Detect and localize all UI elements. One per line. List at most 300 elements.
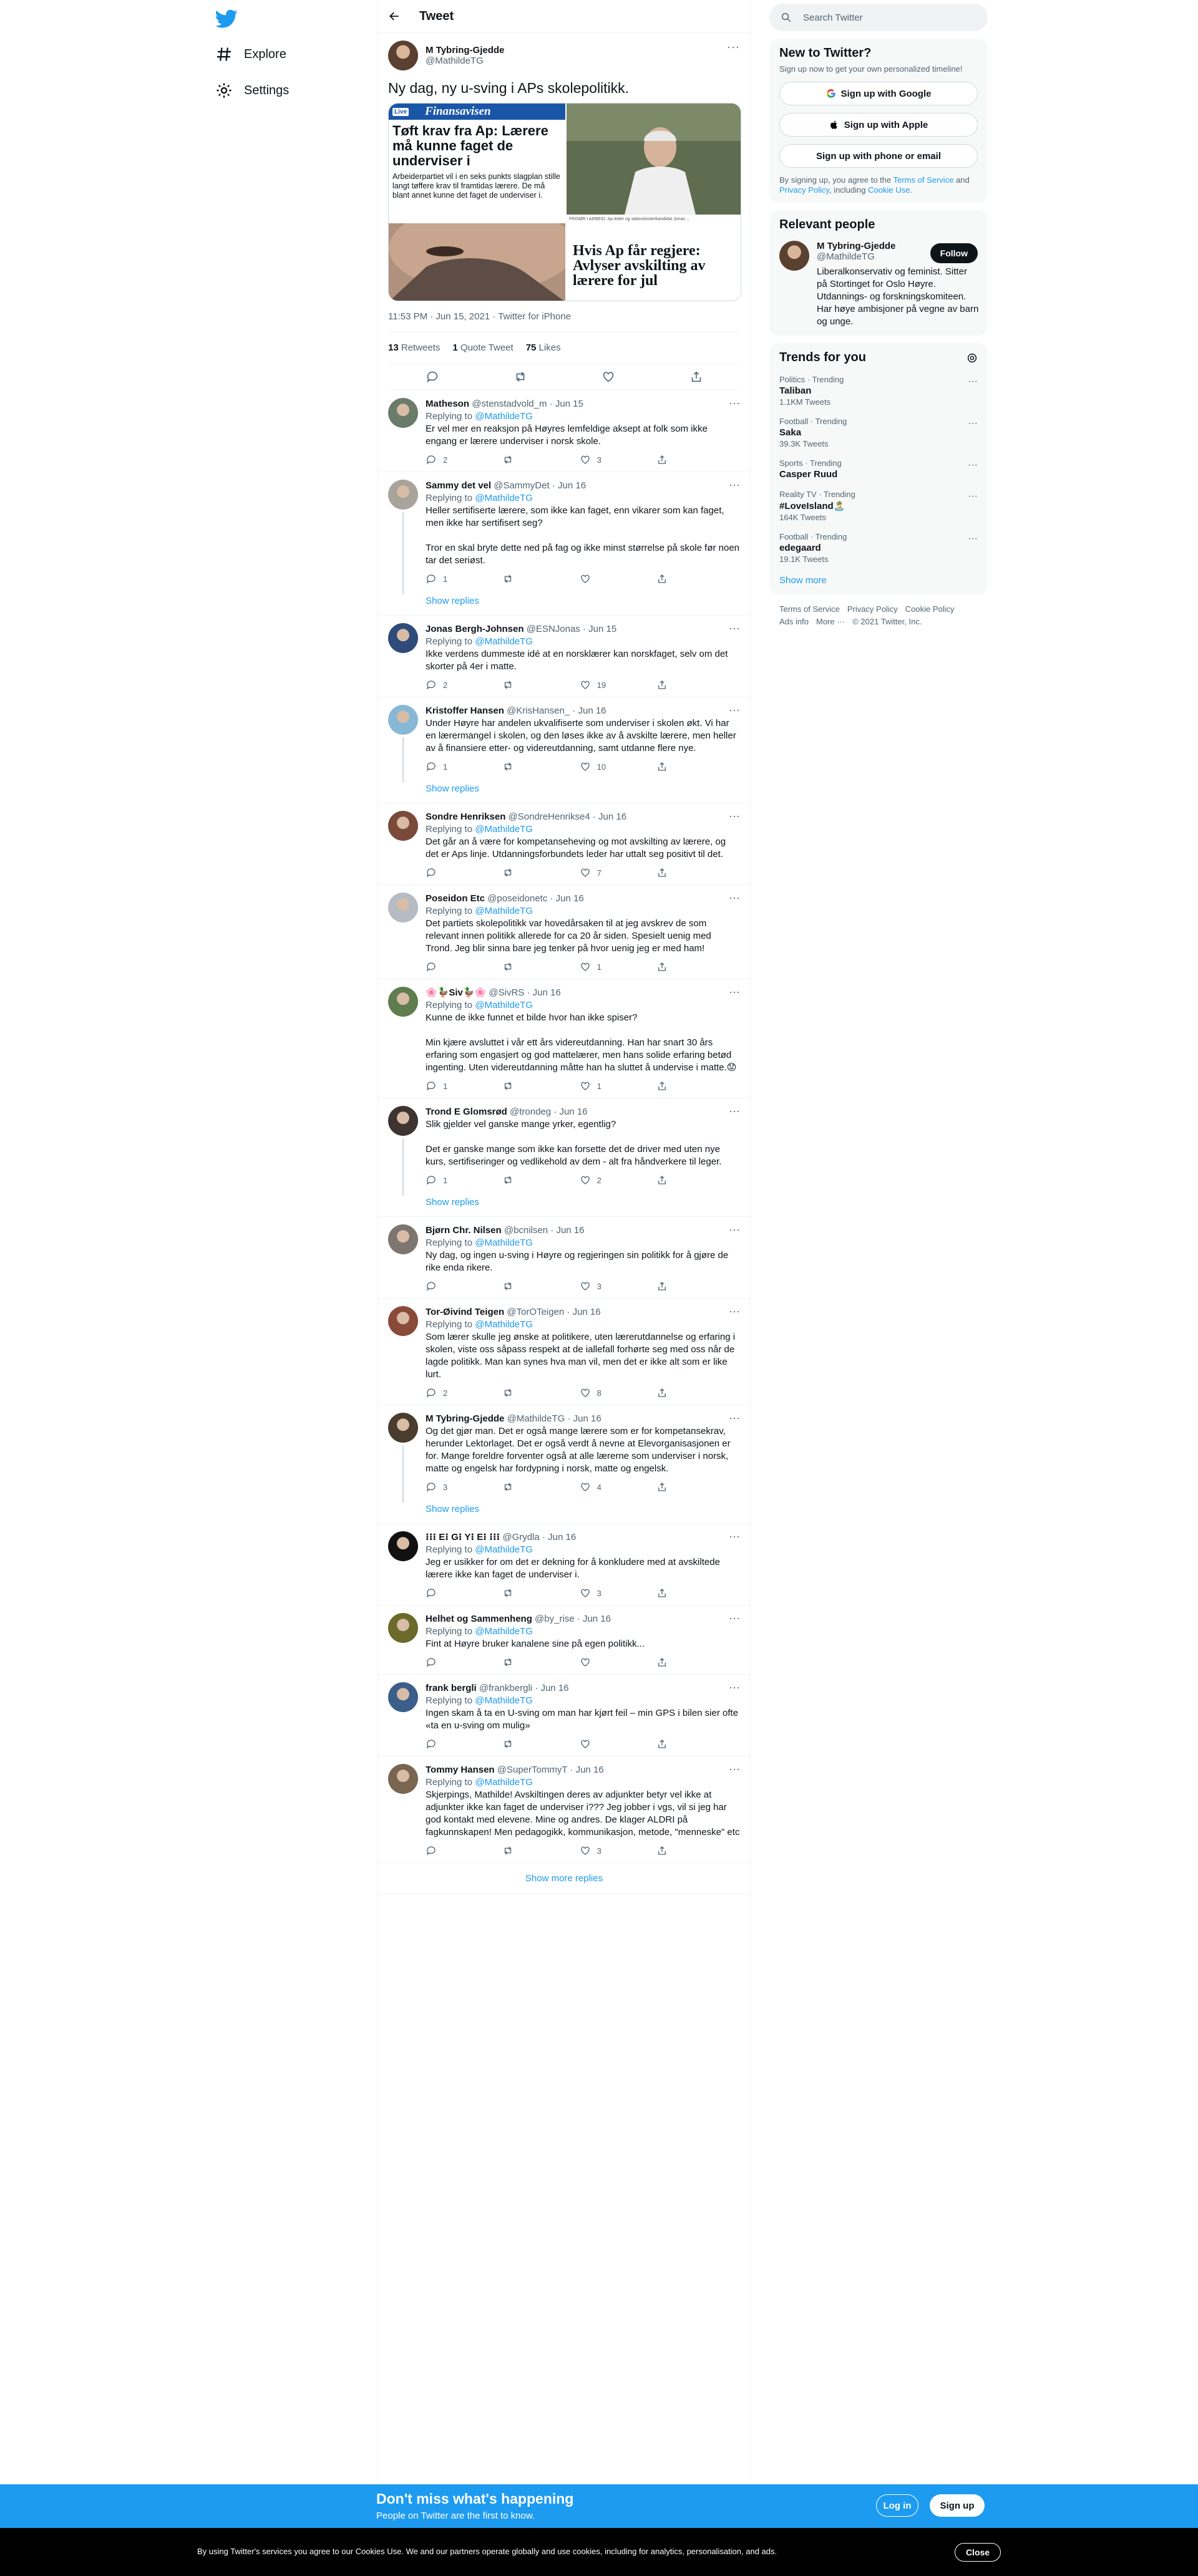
show-replies-link[interactable]: Show replies xyxy=(378,1499,750,1524)
replying-to-link[interactable]: @MathildeTG xyxy=(475,1626,533,1637)
like-icon xyxy=(580,1738,591,1750)
reply-author-name[interactable]: Sondre Henriksen xyxy=(426,811,506,822)
retweet-icon xyxy=(502,1587,514,1599)
share-button[interactable] xyxy=(656,1387,694,1398)
show-more-replies-link[interactable]: Show more replies xyxy=(378,1863,750,1894)
share-button[interactable] xyxy=(656,761,694,772)
reply-button[interactable] xyxy=(426,1845,463,1856)
reply-tweet[interactable] xyxy=(378,885,750,979)
more-options-icon[interactable]: ··· xyxy=(729,891,740,904)
trend-count: 39.3K Tweets xyxy=(779,439,829,448)
avatar[interactable] xyxy=(388,1413,418,1443)
quotes-stat[interactable] xyxy=(452,342,513,353)
retweet-icon xyxy=(502,454,514,465)
share-icon xyxy=(656,1845,668,1856)
avatar[interactable] xyxy=(388,705,418,735)
reply-count: 1 xyxy=(443,1175,448,1185)
retweet-icon[interactable] xyxy=(514,370,527,384)
reply-tweet[interactable] xyxy=(378,1756,750,1863)
trend-item[interactable] xyxy=(779,417,978,448)
reply-author-handle: @KrisHansen_ xyxy=(507,705,570,716)
share-button[interactable] xyxy=(656,1174,694,1186)
reply-tweet[interactable] xyxy=(378,1299,750,1405)
share-icon xyxy=(656,1387,668,1398)
avatar[interactable] xyxy=(388,398,418,428)
replying-to-link[interactable]: @MathildeTG xyxy=(475,1544,533,1555)
share-button[interactable] xyxy=(656,1587,694,1599)
reply-text: Heller sertifiserte lærere, som ikke kan faget, enn vikarer som kan faget, men ikke har sertifisert seg? Tror en skal bryte dette ned på fag og ikke minst størrelse på skole før noen tar det seriøst. xyxy=(426,505,740,566)
replying-to-link[interactable]: @MathildeTG xyxy=(475,1695,533,1706)
reply-tweet[interactable] xyxy=(378,616,750,697)
like-count: 1 xyxy=(597,962,601,972)
replying-to-link[interactable]: @MathildeTG xyxy=(475,636,533,647)
more-options-icon[interactable]: ··· xyxy=(968,491,978,501)
share-button[interactable] xyxy=(656,1481,694,1493)
reply-author-handle: @MathildeTG xyxy=(507,1413,565,1424)
reply-tweet[interactable] xyxy=(378,803,750,885)
reply-actions xyxy=(426,1481,694,1493)
reply-author-name[interactable]: Helhet og Sammenheng xyxy=(426,1614,532,1624)
reply-thread xyxy=(378,1217,750,1299)
more-options-icon[interactable]: ··· xyxy=(968,418,978,429)
google-signup-button[interactable] xyxy=(779,82,978,105)
reply-date[interactable]: Jun 16 xyxy=(548,1532,577,1542)
avatar[interactable] xyxy=(388,1682,418,1712)
reply-tweet[interactable] xyxy=(378,1605,750,1675)
more-options-icon[interactable]: ··· xyxy=(968,533,978,544)
new-to-twitter-subtitle: Sign up now to get your own personalized timeline! xyxy=(779,64,963,74)
reply-author-handle: @bcnilsen xyxy=(504,1225,548,1236)
reply-button[interactable] xyxy=(426,961,463,972)
newspaper-article-right xyxy=(567,223,741,301)
reply-icon xyxy=(426,1481,437,1493)
like-count: 10 xyxy=(597,762,606,772)
avatar[interactable] xyxy=(388,1531,418,1561)
retweet-icon xyxy=(502,1281,514,1292)
reply-icon xyxy=(426,1387,437,1398)
reply-thread xyxy=(378,1405,750,1524)
reply-author-name[interactable]: 🌸🦆Siv🦆🌸 xyxy=(426,987,487,998)
more-options-icon[interactable]: ··· xyxy=(729,1681,740,1693)
retweet-button[interactable] xyxy=(502,1080,540,1092)
retweet-button[interactable] xyxy=(502,1587,540,1599)
replying-to xyxy=(426,1319,740,1331)
reply-count: 2 xyxy=(443,455,448,465)
like-button[interactable] xyxy=(580,679,617,690)
retweet-button[interactable] xyxy=(502,573,540,584)
retweet-button[interactable] xyxy=(502,1657,540,1668)
avatar[interactable] xyxy=(388,811,418,841)
like-count: 3 xyxy=(597,455,601,465)
share-icon xyxy=(656,1587,668,1599)
retweets-stat[interactable] xyxy=(388,342,440,353)
reply-author-name[interactable]: M Tybring-Gjedde xyxy=(426,1413,505,1424)
tweet-media[interactable] xyxy=(388,103,741,301)
replying-to xyxy=(426,636,740,648)
avatar[interactable] xyxy=(779,241,809,271)
more-options-icon[interactable]: ··· xyxy=(729,1105,740,1117)
replying-to-label: Replying to xyxy=(426,1000,473,1010)
replying-to-link[interactable]: @MathildeTG xyxy=(475,1000,533,1010)
share-button[interactable] xyxy=(656,961,694,972)
reply-actions xyxy=(426,1845,694,1856)
reply-date[interactable]: Jun 15 xyxy=(555,399,583,409)
reply-button[interactable] xyxy=(426,867,463,878)
reply-actions xyxy=(426,1174,694,1186)
more-options-icon[interactable]: ··· xyxy=(729,1305,740,1317)
footer-ads-link[interactable]: Ads info xyxy=(779,617,809,626)
reply-thread xyxy=(378,1299,750,1405)
reply-date[interactable]: Jun 16 xyxy=(575,1765,604,1775)
replying-to-link[interactable]: @MathildeTG xyxy=(475,493,533,503)
reply-icon xyxy=(426,867,437,878)
tweet-actions xyxy=(388,364,740,390)
reply-tweet[interactable] xyxy=(378,1098,750,1192)
like-icon xyxy=(580,679,591,690)
reply-button[interactable] xyxy=(426,454,463,465)
share-icon[interactable] xyxy=(689,370,703,384)
new-to-twitter-title: New to Twitter? xyxy=(779,46,872,60)
trends-show-more[interactable]: Show more xyxy=(779,575,827,586)
reply-text: Det går an å være for kompetanseheving og mot avskilting av lærere, og det er Aps linje. Utdanningsforbundets leder har uttalt seg positivt til det. xyxy=(426,836,729,859)
search-input[interactable]: Search Twitter xyxy=(803,12,863,23)
replying-to-label: Replying to xyxy=(426,411,473,422)
retweet-button[interactable] xyxy=(502,1481,540,1493)
reply-count: 1 xyxy=(443,762,448,772)
reply-actions xyxy=(426,1080,694,1092)
avatar[interactable] xyxy=(388,1106,418,1136)
google-signup-label: Sign up with Google xyxy=(840,88,932,99)
reply-author-handle: @frankbergli xyxy=(479,1683,533,1693)
share-icon xyxy=(656,1481,668,1493)
person-name[interactable]: M Tybring-Gjedde xyxy=(817,241,896,251)
like-icon xyxy=(580,1587,591,1599)
like-button[interactable] xyxy=(580,1281,617,1292)
replying-to xyxy=(426,999,740,1012)
like-count: 4 xyxy=(597,1482,601,1492)
reply-actions xyxy=(426,1281,694,1292)
reply-actions xyxy=(426,1738,694,1750)
reply-tweet[interactable] xyxy=(378,979,750,1098)
retweet-button[interactable] xyxy=(502,1281,540,1292)
reply-button[interactable] xyxy=(426,679,463,690)
reply-author-handle: @Grydla xyxy=(502,1532,540,1542)
like-button[interactable] xyxy=(580,867,617,878)
reply-button[interactable] xyxy=(426,1587,463,1599)
newspaper-masthead xyxy=(389,104,565,120)
reply-button[interactable] xyxy=(426,1080,463,1092)
retweet-button[interactable] xyxy=(502,454,540,465)
tweet-text: Ny dag, ny u-sving i APs skolepolitikk. xyxy=(388,80,630,96)
trend-item[interactable] xyxy=(779,375,978,407)
reply-author-name[interactable]: ⁝⁝⁝ E⁝ G⁝ Y⁝ E⁝ ⁝⁝⁝ xyxy=(426,1532,500,1542)
person-bio: Liberalkonservativ og feminist. Sitter på Stortinget for Oslo Høyre. Utdannings- og forskningskomiteen. Har høye ambisjoner på vegne av barn og unge. xyxy=(817,266,979,327)
reply-actions xyxy=(426,761,694,772)
reply-button[interactable] xyxy=(426,1387,463,1398)
reply-date[interactable]: Jun 16 xyxy=(582,1614,611,1624)
retweet-button[interactable] xyxy=(502,961,540,972)
share-button[interactable] xyxy=(656,1845,694,1856)
footer-more-link[interactable]: More ··· xyxy=(816,617,845,626)
share-button[interactable] xyxy=(656,679,694,690)
reply-text: Som lærer skulle jeg ønske at politikere, uten lærerutdannelse og erfaring i skolen, viste oss såpass respekt at de iallefall forhørte seg med oss når de lagde politikk. Man kan synes hva man vil, men det er ikke alt som er like lurt. xyxy=(426,1332,738,1380)
tweet-author[interactable] xyxy=(388,41,740,70)
replying-to-link[interactable]: @MathildeTG xyxy=(475,824,533,835)
share-button[interactable] xyxy=(656,1738,694,1750)
back-arrow-icon[interactable] xyxy=(388,10,401,22)
reply-date[interactable]: Jun 16 xyxy=(559,1106,588,1117)
reply-button[interactable] xyxy=(426,1281,463,1292)
avatar[interactable] xyxy=(388,1613,418,1643)
cookie-link[interactable]: Cookie Use. xyxy=(868,185,912,195)
like-icon xyxy=(580,1080,591,1092)
reply-tweet[interactable] xyxy=(378,1675,750,1756)
reply-date[interactable]: Jun 16 xyxy=(555,893,584,904)
reply-date[interactable]: Jun 16 xyxy=(556,1225,585,1236)
replying-to xyxy=(426,1237,740,1249)
trend-item[interactable] xyxy=(779,490,978,522)
retweet-button[interactable] xyxy=(502,679,540,690)
terms-link[interactable]: Terms of Service xyxy=(893,175,954,185)
more-options-icon[interactable]: ··· xyxy=(729,478,740,491)
reply-button[interactable] xyxy=(426,1174,463,1186)
more-options-icon[interactable]: ··· xyxy=(729,1612,740,1624)
quote-count: 1 xyxy=(452,342,458,353)
show-replies-link[interactable]: Show replies xyxy=(378,591,750,616)
author-name[interactable]: M Tybring-Gjedde xyxy=(426,45,505,56)
reply-author-name[interactable]: Bjørn Chr. Nilsen xyxy=(426,1225,502,1236)
share-button[interactable] xyxy=(656,1281,694,1292)
tweet-stats xyxy=(388,332,740,364)
reply-button[interactable] xyxy=(426,1657,463,1668)
signup-banner-subtitle: People on Twitter are the first to know. xyxy=(376,2511,535,2521)
retweet-button[interactable] xyxy=(502,761,540,772)
reply-thread xyxy=(378,697,750,803)
more-options-icon[interactable]: ··· xyxy=(729,704,740,716)
trend-item[interactable] xyxy=(779,532,978,564)
avatar[interactable] xyxy=(388,1306,418,1336)
like-count: 3 xyxy=(597,1846,601,1856)
login-button[interactable]: Log in xyxy=(876,2494,918,2517)
avatar[interactable] xyxy=(388,41,418,70)
author-handle: @MathildeTG xyxy=(426,56,484,66)
like-button[interactable] xyxy=(580,1080,617,1092)
reply-tweet[interactable] xyxy=(378,1524,750,1605)
more-options-icon[interactable]: ··· xyxy=(729,1530,740,1542)
reply-author-name[interactable]: Jonas Bergh-Johnsen xyxy=(426,624,524,634)
footer-cookie-link[interactable]: Cookie Policy xyxy=(905,604,955,614)
reply-date[interactable]: Jun 16 xyxy=(598,811,627,822)
retweet-count: 13 xyxy=(388,342,399,353)
privacy-link[interactable]: Privacy Policy xyxy=(779,185,829,195)
reply-date-separator: · xyxy=(539,1532,548,1542)
follow-button[interactable]: Follow xyxy=(930,243,978,263)
reply-author-name[interactable]: Tor-Øivind Teigen xyxy=(426,1307,505,1317)
trend-item[interactable] xyxy=(779,458,978,480)
reply-button[interactable] xyxy=(426,761,463,772)
retweet-button[interactable] xyxy=(502,1174,540,1186)
like-button[interactable] xyxy=(580,1657,617,1668)
avatar[interactable] xyxy=(388,1764,418,1794)
newspaper-article-left xyxy=(389,104,565,222)
avatar[interactable] xyxy=(388,623,418,653)
reply-date[interactable]: Jun 16 xyxy=(540,1683,569,1693)
thread-line xyxy=(402,1138,404,1196)
reply-author-name[interactable]: Kristoffer Hansen xyxy=(426,705,504,716)
replying-to-link[interactable]: @MathildeTG xyxy=(475,1319,533,1330)
more-options-icon[interactable]: ··· xyxy=(729,810,740,822)
reply-thread xyxy=(378,472,750,616)
nav-explore[interactable] xyxy=(215,41,286,68)
retweet-icon xyxy=(502,1080,514,1092)
terms-including: , including xyxy=(829,185,866,195)
avatar[interactable] xyxy=(388,987,418,1017)
reply-date[interactable]: Jun 16 xyxy=(578,705,606,716)
reply-tweet[interactable] xyxy=(378,697,750,778)
likes-stat[interactable] xyxy=(526,342,561,353)
signup-banner-title: Don't miss what's happening xyxy=(376,2491,574,2507)
replying-to-link[interactable]: @MathildeTG xyxy=(475,1237,533,1248)
reply-thread xyxy=(378,979,750,1098)
reply-text: Fint at Høyre bruker kanalene sine på egen politikk... xyxy=(426,1639,645,1649)
relevant-people-title: Relevant people xyxy=(779,218,875,231)
newspaper-headline-2: Hvis Ap får regjere: Avlyser avskilting av lærere for jul xyxy=(573,243,706,289)
newspaper-photo-face xyxy=(389,223,565,301)
reply-author-name[interactable]: frank bergli xyxy=(426,1683,477,1693)
like-button[interactable] xyxy=(580,1587,617,1599)
reply-author-name[interactable]: Matheson xyxy=(426,399,470,409)
more-options-icon[interactable]: ··· xyxy=(968,376,978,387)
avatar[interactable] xyxy=(388,1224,418,1254)
reply-date[interactable]: Jun 16 xyxy=(572,1307,601,1317)
reply-tweet[interactable] xyxy=(378,390,750,472)
replying-to-link[interactable]: @MathildeTG xyxy=(475,906,533,916)
nav-settings[interactable] xyxy=(215,77,289,104)
man-photo-image xyxy=(567,104,741,222)
like-button[interactable] xyxy=(580,454,617,465)
reply-date[interactable]: Jun 16 xyxy=(558,480,587,491)
reply-icon[interactable] xyxy=(426,370,439,384)
apple-signup-button[interactable] xyxy=(779,113,978,137)
reply-author-name[interactable]: Poseidon Etc xyxy=(426,893,485,904)
reply-thread xyxy=(378,1605,750,1675)
more-options-icon[interactable]: ··· xyxy=(729,1411,740,1424)
footer-privacy-link[interactable]: Privacy Policy xyxy=(847,604,898,614)
share-icon xyxy=(656,867,668,878)
like-button[interactable] xyxy=(580,573,617,584)
share-button[interactable] xyxy=(656,1657,694,1668)
footer-terms-link[interactable]: Terms of Service xyxy=(779,604,840,614)
like-icon[interactable] xyxy=(601,370,615,384)
trend-context: Politics · Trending xyxy=(779,375,844,384)
like-button[interactable] xyxy=(580,1738,617,1750)
reply-actions xyxy=(426,1587,694,1599)
like-button[interactable] xyxy=(580,761,617,772)
like-button[interactable] xyxy=(580,1174,617,1186)
share-button[interactable] xyxy=(656,1080,694,1092)
reply-date[interactable]: Jun 16 xyxy=(573,1413,601,1424)
cookie-close-button[interactable]: Close xyxy=(955,2543,1001,2562)
reply-date-separator: · xyxy=(564,1307,573,1317)
reply-icon xyxy=(426,573,437,584)
search-bar[interactable] xyxy=(769,4,988,31)
reply-date-separator: · xyxy=(524,987,533,998)
retweet-button[interactable] xyxy=(502,1738,540,1750)
more-options-icon[interactable]: ··· xyxy=(729,985,740,998)
terms-prefix: By signing up, you agree to the xyxy=(779,175,892,185)
retweet-button[interactable] xyxy=(502,1387,540,1398)
twitter-logo-icon[interactable] xyxy=(215,7,238,30)
reply-author-name[interactable]: Trond E Glomsrød xyxy=(426,1106,507,1117)
phone-email-signup-button[interactable] xyxy=(779,144,978,168)
reply-date-separator: · xyxy=(547,399,555,409)
more-options-icon[interactable]: ··· xyxy=(729,1223,740,1236)
reply-actions xyxy=(426,679,694,690)
reply-author-handle: @SivRS xyxy=(489,987,525,998)
more-options-icon[interactable]: ··· xyxy=(729,1763,740,1775)
share-button[interactable] xyxy=(656,867,694,878)
show-replies-link[interactable]: Show replies xyxy=(378,1192,750,1217)
reply-button[interactable] xyxy=(426,573,463,584)
like-icon xyxy=(580,1281,591,1292)
reply-date[interactable]: Jun 15 xyxy=(588,624,617,634)
reply-tweet[interactable] xyxy=(378,1217,750,1299)
show-replies-link[interactable]: Show replies xyxy=(378,778,750,803)
like-button[interactable] xyxy=(580,1481,617,1493)
reply-text: Skjerpings, Mathilde! Avskiltingen deres av adjunkter betyr vel ikke at adjunkter ikke kan faget de underviser i??? Jeg jobber i vgs, vil si jeg har god kontakt med elevene. Mine og andres. De klager ALDRI på fagkunnskapen! Men pedagogikk, kommunikasjon, metode, "menneske" etc xyxy=(426,1789,740,1838)
trend-name: Taliban xyxy=(779,385,812,396)
like-button[interactable] xyxy=(580,1387,617,1398)
replying-to-label: Replying to xyxy=(426,493,473,503)
more-options-icon[interactable]: ··· xyxy=(729,397,740,409)
share-icon xyxy=(656,1657,668,1668)
signup-button[interactable]: Sign up xyxy=(930,2494,985,2517)
more-options-icon[interactable]: ··· xyxy=(727,41,740,53)
replying-to-link[interactable]: @MathildeTG xyxy=(475,411,533,422)
share-button[interactable] xyxy=(656,454,694,465)
signup-banner xyxy=(0,2484,1198,2528)
reply-button[interactable] xyxy=(426,1738,463,1750)
trend-context: Reality TV · Trending xyxy=(779,490,855,499)
replying-to-label: Replying to xyxy=(426,906,473,916)
reply-author-name[interactable]: Sammy det vel xyxy=(426,480,492,491)
more-options-icon[interactable]: ··· xyxy=(729,622,740,634)
relevant-person[interactable] xyxy=(779,241,978,328)
share-button[interactable] xyxy=(656,573,694,584)
replying-to-link[interactable]: @MathildeTG xyxy=(475,1777,533,1788)
reply-tweet[interactable] xyxy=(378,472,750,591)
retweet-button[interactable] xyxy=(502,1845,540,1856)
reply-tweet[interactable] xyxy=(378,1405,750,1499)
reply-author-name[interactable]: Tommy Hansen xyxy=(426,1765,495,1775)
reply-button[interactable] xyxy=(426,1481,463,1493)
reply-date-separator: · xyxy=(548,1225,557,1236)
retweet-button[interactable] xyxy=(502,867,540,878)
avatar[interactable] xyxy=(388,893,418,922)
replying-to-label: Replying to xyxy=(426,1695,473,1706)
like-button[interactable] xyxy=(580,1845,617,1856)
reply-date[interactable]: Jun 16 xyxy=(532,987,561,998)
reply-date-separator: · xyxy=(580,624,589,634)
avatar[interactable] xyxy=(388,480,418,510)
like-button[interactable] xyxy=(580,961,617,972)
gear-icon[interactable] xyxy=(967,352,978,364)
cookie-text: By using Twitter's services you agree to our Cookies Use. We and our partners operate globally and use cookies, including for analytics, personalisation, and ads. xyxy=(197,2547,777,2556)
reply-count: 1 xyxy=(443,1081,448,1091)
replying-to xyxy=(426,1695,740,1707)
tweet-timestamp[interactable]: 11:53 PM · Jun 15, 2021 · Twitter for iPhone xyxy=(388,311,740,332)
more-options-icon[interactable]: ··· xyxy=(968,460,978,470)
